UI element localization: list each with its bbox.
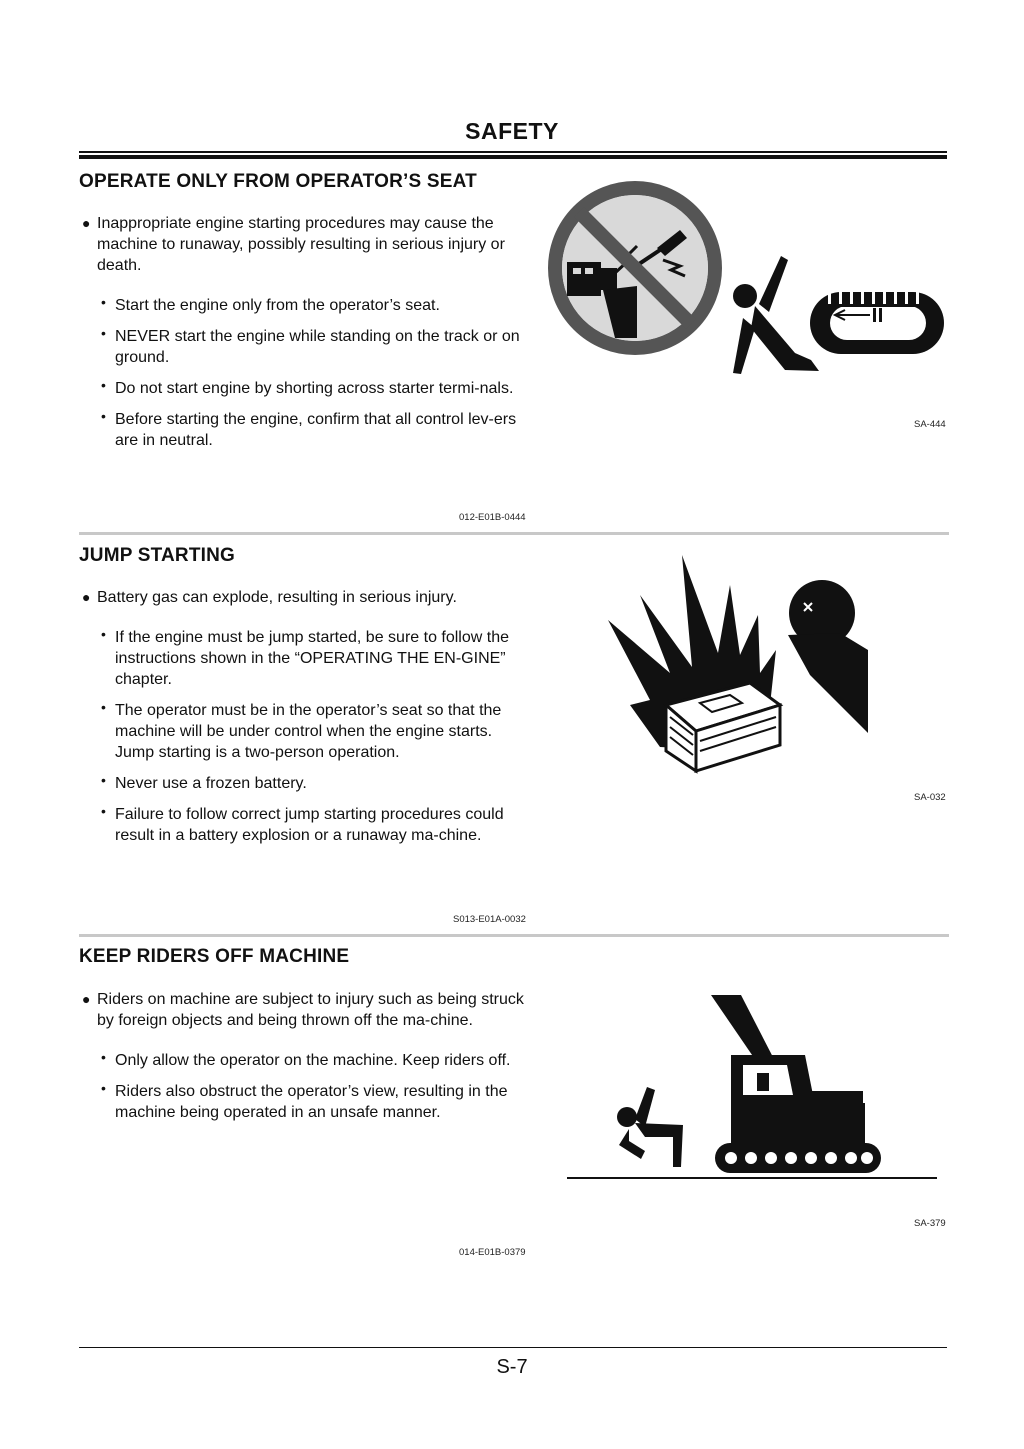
- list-item: [79, 804, 531, 846]
- bullet-dot-icon: ●: [82, 589, 91, 605]
- no-shorting-starter-figure: [545, 178, 950, 378]
- bullet-text: Inappropriate engine starting procedures may cause the machine to runaway, possibly resulting in serious injury or death.: [97, 215, 505, 274]
- list-item: [79, 378, 531, 399]
- sub-bullet-icon: •: [101, 408, 106, 424]
- footer-rule: [79, 1347, 947, 1348]
- figure-code: SA-032: [914, 792, 946, 803]
- list-item-text: Only allow the operator on the machine. Keep riders off.: [115, 1052, 511, 1069]
- list-item-text: The operator must be in the operator’s seat so that the machine will be under control when the engine starts. Jump starting is a two-person operation.: [115, 702, 502, 761]
- list-item: [79, 295, 531, 316]
- figure-code: SA-379: [914, 1218, 946, 1229]
- sub-bullet-icon: •: [101, 772, 106, 788]
- section-heading-keep-riders-off: KEEP RIDERS OFF MACHINE: [79, 946, 350, 967]
- list-item: [79, 1050, 531, 1071]
- sub-bullet-icon: •: [101, 803, 106, 819]
- bullet-text: Battery gas can explode, resulting in serious injury.: [97, 589, 457, 606]
- list-item-text: Do not start engine by shorting across starter termi-nals.: [115, 380, 514, 397]
- list-item-text: If the engine must be jump started, be sure to follow the instructions shown in the “OPERATING THE EN-GINE” chapter.: [115, 629, 509, 688]
- section-body-jump-starting: [79, 587, 531, 856]
- section-divider: [79, 934, 949, 937]
- list-item-text: Failure to follow correct jump starting procedures could result in a battery explosion or a runaway ma-chine.: [115, 806, 504, 844]
- figure-code: SA-444: [914, 419, 946, 430]
- falling-person-icon: [733, 256, 819, 374]
- header-rule-thin: [79, 151, 947, 153]
- list-item: [79, 627, 531, 690]
- header-rule-thick: [79, 155, 947, 159]
- doc-code: S013-E01A-0032: [453, 914, 526, 925]
- sub-bullet-icon: •: [101, 325, 106, 341]
- section-divider: [79, 532, 949, 535]
- bullet-dot-icon: ●: [82, 215, 91, 231]
- bullet-dot-icon: ●: [82, 991, 91, 1007]
- list-item: [79, 326, 531, 368]
- doc-code: 012-E01B-0444: [459, 512, 526, 523]
- main-bullet: [79, 989, 531, 1031]
- main-bullet: [79, 587, 531, 608]
- battery-explosion-figure: [600, 555, 875, 775]
- page-title: SAFETY: [465, 118, 559, 144]
- sub-bullet-icon: •: [101, 377, 106, 393]
- list-item-text: Riders also obstruct the operator’s view, resulting in the machine being operated in an unsafe manner.: [115, 1083, 508, 1121]
- sub-bullet-icon: •: [101, 699, 106, 715]
- list-item-text: Start the engine only from the operator’s seat.: [115, 297, 440, 314]
- sub-bullet-icon: •: [101, 1049, 106, 1065]
- sub-bullet-icon: •: [101, 1080, 106, 1096]
- crawler-track-icon: [810, 292, 944, 354]
- section-body-operator-seat: [79, 213, 531, 461]
- list-item: [79, 700, 531, 763]
- person-head-icon: [788, 580, 868, 733]
- page-number: S-7: [496, 1356, 528, 1378]
- list-item: [79, 409, 531, 451]
- sub-bullet-icon: •: [101, 294, 106, 310]
- list-item-text: Never use a frozen battery.: [115, 775, 307, 792]
- section-body-keep-riders-off: [79, 989, 531, 1133]
- sub-bullet-icon: •: [101, 626, 106, 642]
- rider-thrown-figure: [565, 995, 940, 1185]
- section-heading-jump-starting: JUMP STARTING: [79, 545, 236, 566]
- falling-rider-icon: [617, 1087, 683, 1167]
- excavator-icon: [711, 995, 881, 1173]
- doc-code: 014-E01B-0379: [459, 1247, 526, 1258]
- list-item-text: NEVER start the engine while standing on the track or on ground.: [115, 328, 520, 366]
- list-item-text: Before starting the engine, confirm that all control lev-ers are in neutral.: [115, 411, 517, 449]
- bullet-text: Riders on machine are subject to injury such as being struck by foreign objects and being thrown off the ma-chine.: [97, 991, 524, 1029]
- section-heading-operator-seat: OPERATE ONLY FROM OPERATOR’S SEAT: [79, 171, 477, 192]
- list-item: [79, 773, 531, 794]
- list-item: [79, 1081, 531, 1123]
- main-bullet: [79, 213, 531, 276]
